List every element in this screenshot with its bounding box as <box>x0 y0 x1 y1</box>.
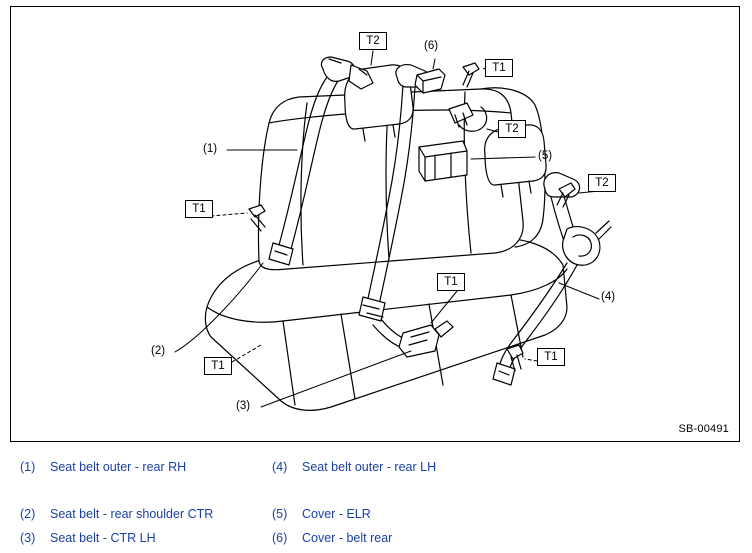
torque-tag-t2-far-right: T2 <box>588 174 616 192</box>
legend-text-1: Seat belt outer - rear RH <box>50 460 187 474</box>
legend-number-5: (5) <box>272 507 288 521</box>
seat-belt-illustration <box>11 7 741 443</box>
legend-text-2: Seat belt - rear shoulder CTR <box>50 507 214 521</box>
torque-tag-t2-right-shoulder: T2 <box>498 120 526 138</box>
legend-item-1 <box>20 460 186 474</box>
torque-tag-t1-left: T1 <box>185 200 213 218</box>
legend-item-5 <box>272 507 371 521</box>
figure-panel <box>10 6 740 442</box>
callout-1: (1) <box>203 143 218 155</box>
legend-text-3: Seat belt - CTR LH <box>50 531 156 545</box>
figure-code: SB-00491 <box>678 423 729 435</box>
callout-3: (3) <box>236 400 251 412</box>
legend-item-2 <box>20 507 213 521</box>
legend-number-4: (4) <box>272 460 288 474</box>
torque-tag-t1-upper-right: T1 <box>485 59 513 77</box>
legend-number-6: (6) <box>272 531 288 545</box>
legend-item-4 <box>272 460 436 474</box>
torque-tag-t1-center-buckle: T1 <box>437 273 465 291</box>
legend-text-5: Cover - ELR <box>302 507 371 521</box>
legend-number-2: (2) <box>20 507 36 521</box>
legend-text-6: Cover - belt rear <box>302 531 393 545</box>
callout-4: (4) <box>601 291 616 303</box>
legend-item-6 <box>272 531 392 545</box>
legend-text-4: Seat belt outer - rear LH <box>302 460 437 474</box>
torque-tag-t1-lower-left: T1 <box>204 357 232 375</box>
callout-2: (2) <box>151 345 166 357</box>
torque-tag-t2-top: T2 <box>359 32 387 50</box>
legend-number-1: (1) <box>20 460 36 474</box>
callout-5: (5) <box>538 150 553 162</box>
legend-number-3: (3) <box>20 531 36 545</box>
torque-tag-t1-lower-right: T1 <box>537 348 565 366</box>
callout-6: (6) <box>424 40 439 52</box>
legend-item-3 <box>20 531 156 545</box>
